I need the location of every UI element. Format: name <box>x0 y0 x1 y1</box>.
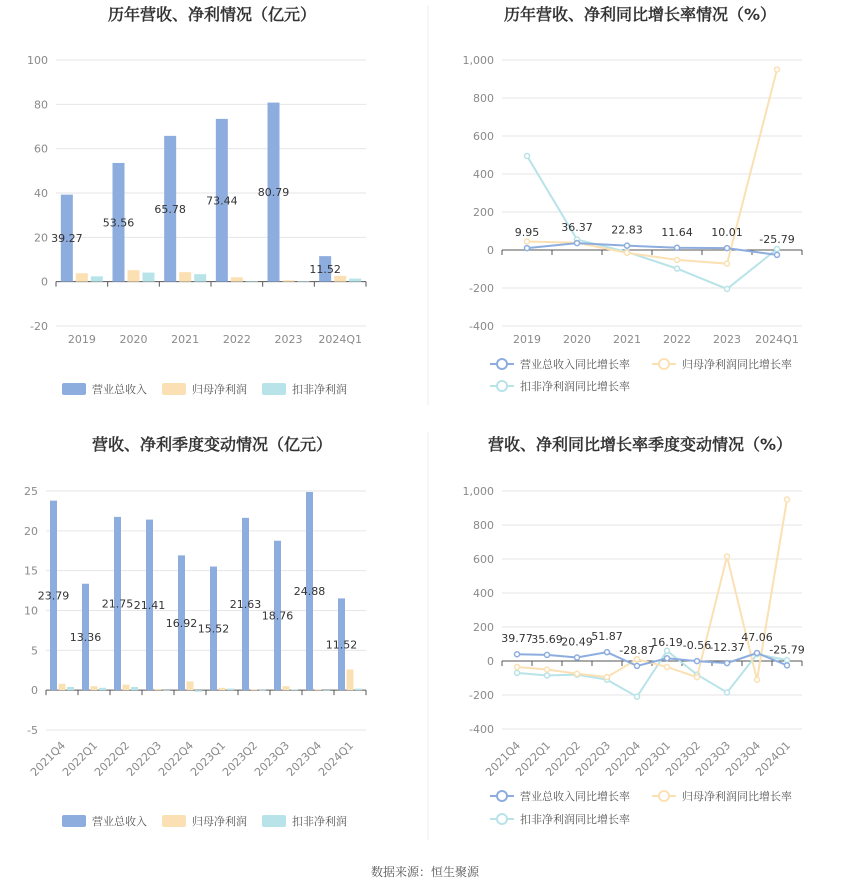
y-tick-label: 600 <box>473 553 494 566</box>
x-tick-label: 2022Q2 <box>92 738 133 779</box>
x-tick-label: 2022 <box>222 333 251 346</box>
y-tick-label: 0 <box>41 275 48 289</box>
legend-swatch <box>62 383 86 395</box>
line-data-label: 35.69 <box>531 632 563 646</box>
y-tick-label: 0 <box>487 244 494 257</box>
source-note: 数据来源：恒生聚源 <box>370 865 480 879</box>
line-point <box>725 246 730 251</box>
bar-data-label: 11.52 <box>309 262 341 276</box>
line-point <box>665 656 670 661</box>
bar-net-profit <box>283 686 290 690</box>
bar-data-label: 23.79 <box>37 589 70 603</box>
bar-net-profit <box>179 272 191 282</box>
line-point <box>665 664 670 669</box>
bar-deducted-profit <box>99 688 106 690</box>
x-tick-label: 2021 <box>613 333 641 346</box>
line-data-label: -25.79 <box>759 232 795 246</box>
bar-net-profit <box>123 685 130 691</box>
bar-data-label: 13.36 <box>69 630 102 644</box>
legend-label: 营业总收入 <box>92 383 147 396</box>
x-tick-label: 2023 <box>274 333 303 346</box>
x-tick-label: 2019 <box>513 333 541 346</box>
y-tick-label: 80 <box>34 98 48 112</box>
line-point <box>525 246 530 251</box>
y-tick-label: 10 <box>24 604 38 618</box>
bar-deducted-profit <box>131 687 138 690</box>
line-data-label: 39.77 <box>501 632 533 646</box>
bar-data-label: 39.27 <box>51 232 83 246</box>
x-tick-label: 2023Q2 <box>663 738 704 779</box>
line-point <box>675 257 680 262</box>
legend-label: 扣非净利润 <box>292 815 347 828</box>
x-tick-label: 2024Q1 <box>318 333 362 346</box>
y-tick-label: 25 <box>24 485 38 498</box>
line-point <box>675 245 680 250</box>
legend-label: 扣非净利润 <box>292 383 347 396</box>
x-tick-label: 2022Q3 <box>573 738 614 779</box>
legend-label: 归母净利润 <box>192 815 247 828</box>
bar-net-profit <box>231 277 243 281</box>
x-tick-label: 2019 <box>67 333 96 346</box>
bar-net-profit <box>219 688 226 690</box>
legend-marker <box>497 381 507 391</box>
line-data-label: 9.95 <box>514 226 540 240</box>
line-point <box>725 690 730 695</box>
line-point <box>785 497 790 502</box>
x-tick-label: 2021Q4 <box>28 738 69 779</box>
legend-swatch <box>62 815 86 827</box>
line-data-label: 51.87 <box>591 630 623 644</box>
bar-deducted-profit <box>195 690 202 692</box>
line-point <box>605 650 610 655</box>
y-tick-label: 400 <box>473 587 494 600</box>
bar-deducted-profit <box>143 273 155 282</box>
legend-label: 营业总收入 <box>92 815 147 828</box>
line-data-label: -12.37 <box>709 641 745 655</box>
line-data-label: 22.83 <box>611 223 643 237</box>
line-point <box>755 677 760 682</box>
bar-deducted-profit <box>298 281 310 282</box>
x-tick-label: 2023Q3 <box>252 738 293 779</box>
y-tick-label: 5 <box>31 644 38 658</box>
y-tick-label: -20 <box>30 320 48 333</box>
line-point <box>775 67 780 72</box>
line-point <box>545 667 550 672</box>
legend-swatch <box>162 383 186 395</box>
bar-deducted-profit <box>355 689 362 691</box>
x-tick-label: 2022Q1 <box>513 738 554 779</box>
line-point <box>575 241 580 246</box>
bar-deducted-profit <box>163 690 170 691</box>
bar-data-label: 21.41 <box>133 598 166 612</box>
x-tick-label: 2022 <box>663 333 691 346</box>
line-point <box>545 673 550 678</box>
line-data-label: 20.49 <box>561 635 593 649</box>
chart-title: 营收、净利同比增长率季度变动情况（%） <box>487 435 793 454</box>
y-tick-label: -5 <box>27 724 38 737</box>
legend-label: 归母净利润 <box>192 383 247 396</box>
legend-label: 营业总收入同比增长率 <box>520 790 630 803</box>
bar-net-profit <box>347 669 354 690</box>
x-tick-label: 2024Q1 <box>316 738 357 779</box>
y-tick-label: 100 <box>27 54 48 67</box>
y-tick-label: 800 <box>473 519 494 532</box>
line-point <box>725 261 730 266</box>
y-tick-label: 200 <box>473 206 494 219</box>
bar-deducted-profit <box>291 689 298 690</box>
y-tick-label: 400 <box>473 168 494 181</box>
y-tick-label: 800 <box>473 92 494 105</box>
y-tick-label: 0 <box>31 684 38 698</box>
bar-data-label: 21.63 <box>229 598 262 612</box>
bar-deducted-profit <box>259 690 266 691</box>
line-point <box>635 663 640 668</box>
y-tick-label: 1,000 <box>462 485 494 498</box>
bar-net-profit <box>91 686 98 690</box>
x-tick-label: 2022Q4 <box>603 738 644 779</box>
line-point <box>635 694 640 699</box>
bar-deducted-profit <box>91 276 103 281</box>
bar-deducted-profit <box>194 274 206 282</box>
bar-data-label: 65.78 <box>154 202 186 216</box>
line-point <box>775 252 780 257</box>
bar-net-profit <box>76 273 88 281</box>
bar-net-profit <box>187 681 194 690</box>
x-tick-label: 2023Q1 <box>188 738 229 779</box>
line-data-label: -28.87 <box>619 643 655 657</box>
x-tick-label: 2020 <box>563 333 591 346</box>
y-tick-label: 20 <box>24 524 38 538</box>
line-point <box>695 675 700 680</box>
legend-marker <box>497 814 507 824</box>
bar-data-label: 21.75 <box>101 597 134 611</box>
line-data-label: 10.01 <box>711 226 743 240</box>
legend-label: 营业总收入同比增长率 <box>520 358 630 371</box>
y-tick-label: 60 <box>34 142 48 156</box>
chart-title: 营收、净利季度变动情况（亿元） <box>91 435 333 454</box>
bar-data-label: 24.88 <box>293 585 326 599</box>
x-tick-label: 2023Q4 <box>284 738 325 779</box>
line-data-label: 16.19 <box>651 636 683 650</box>
line-point <box>635 657 640 662</box>
x-tick-label: 2024Q1 <box>755 333 799 346</box>
line-deducted-profit-growth <box>517 651 787 697</box>
y-tick-label: 200 <box>473 621 494 634</box>
y-tick-label: -200 <box>469 689 494 702</box>
line-point <box>785 658 790 663</box>
bar-data-label: 11.52 <box>325 638 358 652</box>
line-point <box>605 675 610 680</box>
line-point <box>525 239 530 244</box>
x-tick-label: 2023Q1 <box>633 738 674 779</box>
line-point <box>515 670 520 675</box>
x-tick-label: 2024Q1 <box>753 738 794 779</box>
legend-swatch <box>262 815 286 827</box>
bar-net-profit <box>283 280 295 281</box>
bar-net-profit <box>334 276 346 282</box>
line-point <box>725 286 730 291</box>
line-point <box>575 655 580 660</box>
y-tick-label: 0 <box>487 655 494 668</box>
line-data-label: -25.79 <box>769 643 805 657</box>
line-point <box>675 266 680 271</box>
y-tick-label: 40 <box>34 187 48 200</box>
line-data-label: 47.06 <box>741 630 773 644</box>
y-tick-label: 20 <box>34 231 48 245</box>
line-point <box>625 243 630 248</box>
line-point <box>515 652 520 657</box>
bar-net-profit <box>59 684 66 690</box>
bar-deducted-profit <box>323 690 330 691</box>
bar-deducted-profit <box>349 279 361 282</box>
bar-data-label: 18.76 <box>261 609 294 623</box>
line-point <box>695 659 700 664</box>
legend-marker <box>497 359 507 369</box>
line-point <box>575 671 580 676</box>
x-tick-label: 2022Q1 <box>60 738 101 779</box>
bar-deducted-profit <box>227 689 234 691</box>
line-point <box>725 554 730 559</box>
y-tick-label: -200 <box>469 282 494 295</box>
x-tick-label: 2023Q2 <box>220 738 261 779</box>
legend-label: 归母净利润同比增长率 <box>682 790 792 803</box>
x-tick-label: 2020 <box>119 333 148 346</box>
legend-label: 归母净利润同比增长率 <box>682 358 792 371</box>
x-tick-label: 2023Q3 <box>693 738 734 779</box>
bar-data-label: 53.56 <box>102 216 135 230</box>
legend-label: 扣非净利润同比增长率 <box>520 380 630 393</box>
bar-data-label: 73.44 <box>206 194 238 208</box>
bar-net-profit <box>128 270 140 282</box>
line-data-label: -0.56 <box>682 639 712 653</box>
x-tick-label: 2022Q4 <box>156 738 197 779</box>
line-data-label: 11.64 <box>661 225 693 239</box>
bar-net-profit <box>155 689 162 690</box>
bar-deducted-profit <box>67 687 74 690</box>
x-tick-label: 2021 <box>171 333 200 346</box>
bar-data-label: 80.79 <box>257 186 290 200</box>
y-tick-label: -400 <box>469 320 494 333</box>
legend-swatch <box>262 383 286 395</box>
x-tick-label: 2022Q3 <box>124 738 165 779</box>
bar-data-label: 15.52 <box>197 622 230 636</box>
chart-title: 历年营收、净利同比增长率情况（%） <box>503 5 777 24</box>
bar-deducted-profit <box>246 281 258 282</box>
legend-label: 扣非净利润同比增长率 <box>520 813 630 826</box>
line-point <box>545 652 550 657</box>
line-point <box>785 663 790 668</box>
x-tick-label: 2023Q4 <box>723 738 764 779</box>
x-tick-label: 2021Q4 <box>483 738 524 779</box>
line-point <box>525 153 530 158</box>
line-point <box>725 661 730 666</box>
x-tick-label: 2023 <box>713 333 741 346</box>
legend-swatch <box>162 815 186 827</box>
line-point <box>625 250 630 255</box>
legend-marker <box>497 791 507 801</box>
y-tick-label: -400 <box>469 723 494 736</box>
legend-marker <box>659 359 669 369</box>
y-tick-label: 15 <box>24 564 38 578</box>
line-point <box>755 650 760 655</box>
legend-marker <box>659 791 669 801</box>
bar-data-label: 16.92 <box>165 616 198 630</box>
chart-title: 历年营收、净利情况（亿元） <box>107 5 317 24</box>
bar-net-profit <box>251 689 258 690</box>
y-tick-label: 600 <box>473 130 494 143</box>
line-data-label: 36.37 <box>561 221 593 235</box>
x-tick-label: 2022Q2 <box>543 738 584 779</box>
line-point <box>775 247 780 252</box>
y-tick-label: 1,000 <box>462 54 494 67</box>
line-point <box>515 664 520 669</box>
bar-net-profit <box>315 689 322 690</box>
